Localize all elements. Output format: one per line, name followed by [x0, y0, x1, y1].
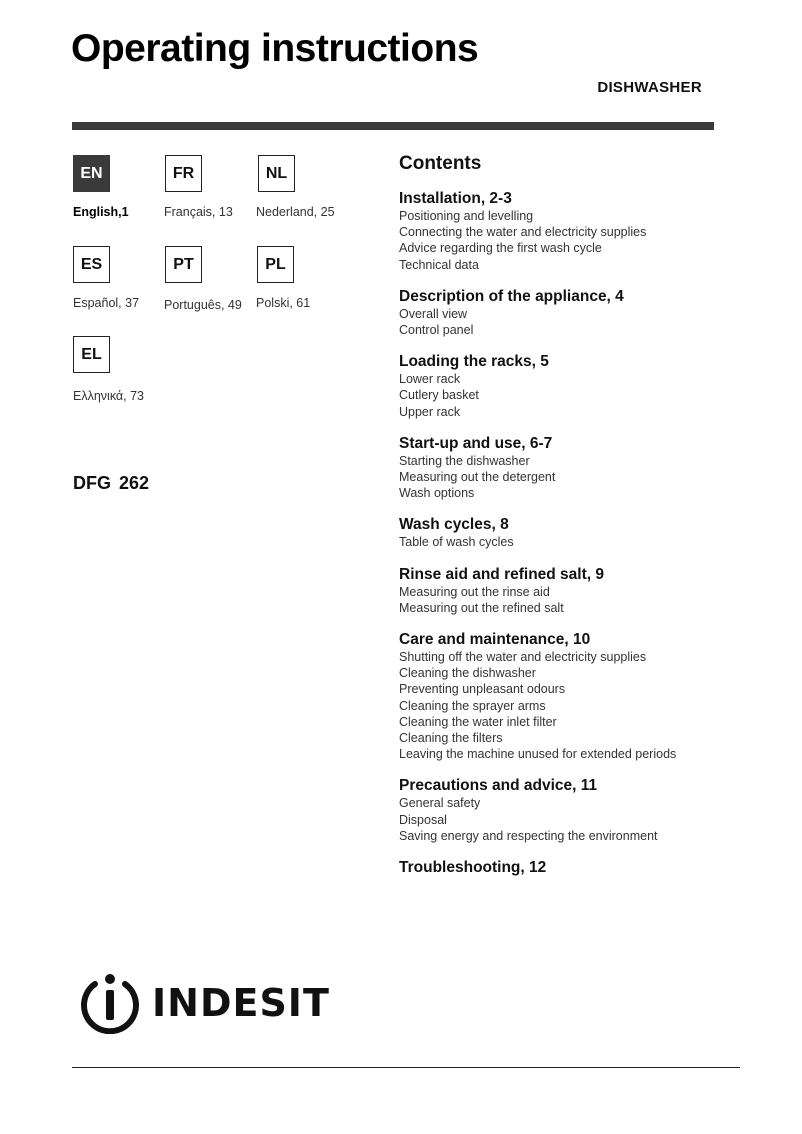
toc-item: Wash options: [399, 486, 475, 501]
toc-section: [399, 565, 759, 616]
product-type: DISHWASHER: [597, 79, 702, 96]
lang-label-nl: Nederland, 25: [256, 205, 335, 219]
toc-item: Cleaning the dishwasher: [399, 666, 536, 681]
toc-heading[interactable]: Precautions and advice, 11: [399, 777, 598, 795]
toc-item: Measuring out the detergent: [399, 470, 556, 485]
toc-heading[interactable]: Loading the racks, 5: [399, 353, 549, 371]
toc-heading[interactable]: Wash cycles, 8: [399, 516, 509, 534]
lang-tab-pl[interactable]: PL: [257, 246, 294, 283]
brand-logo: [78, 972, 330, 1034]
brand-wordmark: INDESIT: [152, 981, 330, 1025]
toc-section: [399, 189, 759, 273]
lang-label-pl: Polski, 61: [256, 296, 311, 310]
lang-tab-en[interactable]: EN: [73, 155, 110, 192]
header-divider: [72, 122, 714, 130]
toc-item: Cleaning the filters: [399, 731, 503, 746]
toc-section: [399, 858, 759, 877]
toc-item: Saving energy and respecting the environment: [399, 828, 658, 843]
toc-item: Cleaning the water inlet filter: [399, 714, 557, 729]
toc-item: Preventing unpleasant odours: [399, 682, 566, 697]
toc-section: [399, 352, 759, 420]
toc-heading[interactable]: Start-up and use, 6-7: [399, 434, 553, 452]
toc-item: Positioning and levelling: [399, 209, 534, 223]
toc-item: Technical data: [399, 257, 479, 272]
lang-tab-es[interactable]: ES: [73, 246, 110, 283]
toc-heading[interactable]: Installation, 2-3: [399, 190, 512, 207]
toc-section: [399, 515, 759, 550]
toc-section: [399, 287, 759, 338]
lang-tab-fr[interactable]: FR: [165, 155, 202, 192]
toc-item: Table of wash cycles: [399, 535, 514, 550]
toc-item: Connecting the water and electricity supplies: [399, 225, 647, 240]
lang-tab-nl[interactable]: NL: [258, 155, 295, 192]
toc-item: Control panel: [399, 323, 474, 338]
lang-tab-pt[interactable]: PT: [165, 246, 202, 283]
toc-item: Leaving the machine unused for extended periods: [399, 747, 677, 762]
lang-label-el: Ελληνικά, 73: [73, 389, 144, 403]
model-number: DFG 262: [73, 473, 150, 493]
toc-section: [399, 776, 759, 844]
toc-heading[interactable]: Description of the appliance, 4: [399, 287, 624, 305]
toc-heading[interactable]: Troubleshooting, 12: [399, 859, 547, 877]
toc-item: Disposal: [399, 812, 447, 827]
toc-item: Upper rack: [399, 404, 461, 419]
lang-tab-el[interactable]: EL: [73, 336, 110, 373]
footer-divider: [72, 1067, 740, 1068]
toc-section: [399, 630, 759, 762]
toc-item: Starting the dishwasher: [399, 453, 530, 468]
toc-heading[interactable]: Care and maintenance, 10: [399, 631, 591, 649]
lang-label-es: Español, 37: [73, 296, 140, 310]
toc-item: Lower rack: [399, 372, 461, 387]
lang-label-en: English,1: [73, 205, 129, 219]
toc-item: Shutting off the water and electricity supplies: [399, 650, 647, 665]
toc-heading[interactable]: Rinse aid and refined salt, 9: [399, 565, 605, 583]
toc-item: Advice regarding the first wash cycle: [399, 241, 602, 256]
table-of-contents: [399, 189, 759, 891]
lang-label-fr: Français, 13: [164, 205, 233, 219]
power-i-icon: [78, 972, 142, 1034]
toc-item: General safety: [399, 796, 481, 811]
toc-section: [399, 434, 759, 502]
toc-item: Cleaning the sprayer arms: [399, 698, 546, 713]
page-title: Operating instructions: [71, 27, 479, 70]
toc-item: Measuring out the rinse aid: [399, 584, 550, 599]
toc-item: Cutlery basket: [399, 388, 479, 403]
toc-item: Measuring out the refined salt: [399, 600, 564, 615]
lang-label-pt: Português, 49: [164, 298, 242, 312]
toc-item: Overall view: [399, 306, 468, 321]
contents-title: Contents: [399, 153, 482, 174]
